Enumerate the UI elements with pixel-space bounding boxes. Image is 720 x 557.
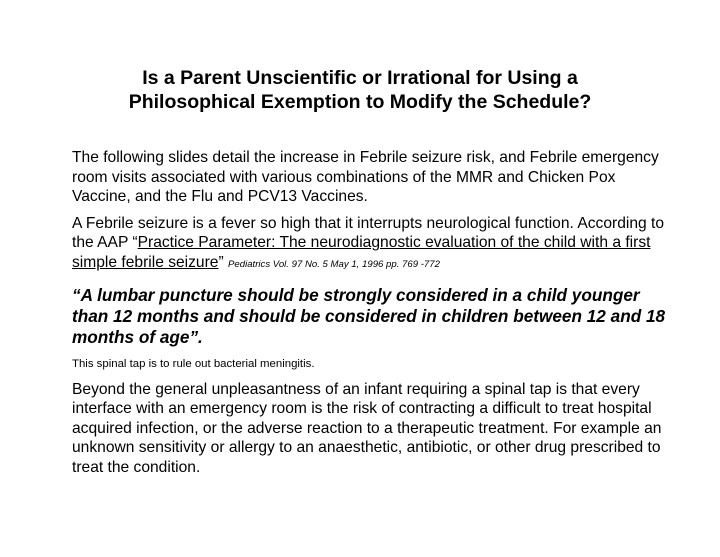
closing-quote-mark: ”: [218, 253, 228, 271]
slide-title-line-1: Is a Parent Unscientific or Irrational for Using a: [142, 67, 578, 89]
febrile-definition-paragraph: [72, 214, 672, 275]
definition-text: A Febrile seizure is a fever so high that it interrupts neurological function. According to the AAP “: [72, 214, 665, 252]
practice-parameter-link[interactable]: Practice Parameter: The neurodiagnostic evaluation of the child with a first simple febrile seizure: [72, 234, 651, 271]
slide-title: [60, 66, 660, 114]
risk-paragraph: Beyond the general unpleasantness of an infant requiring a spinal tap is that every interface with an emergency room is the risk of contracting a difficult to treat hospital acquired infection, or the adverse reaction to a therapeutic treatment. For example an unknown sensitivity or allergy to an anaesthetic, antibiotic, or other drug prescribed to treat the condition.: [72, 380, 662, 476]
slide-body: [72, 148, 672, 478]
spinal-tap-note: This spinal tap is to rule out bacterial meningitis.: [72, 357, 315, 370]
intro-paragraph: The following slides detail the increase in Febrile seizure risk, and Febrile emergency room visits associated with various combinations of the MMR and Chicken Pox Vaccine, and the Flu and PCV13 Vaccines.: [72, 149, 659, 206]
citation-source: Pediatrics Vol. 97 No. 5 May 1, 1996 pp. 769 -772: [228, 258, 440, 270]
slide-title-line-2: Philosophical Exemption to Modify the Schedule?: [128, 91, 592, 113]
aap-quote: “A lumbar puncture should be strongly considered in a child younger than 12 months and should be considered in children between 12 and 18 months of age”.: [72, 284, 666, 347]
